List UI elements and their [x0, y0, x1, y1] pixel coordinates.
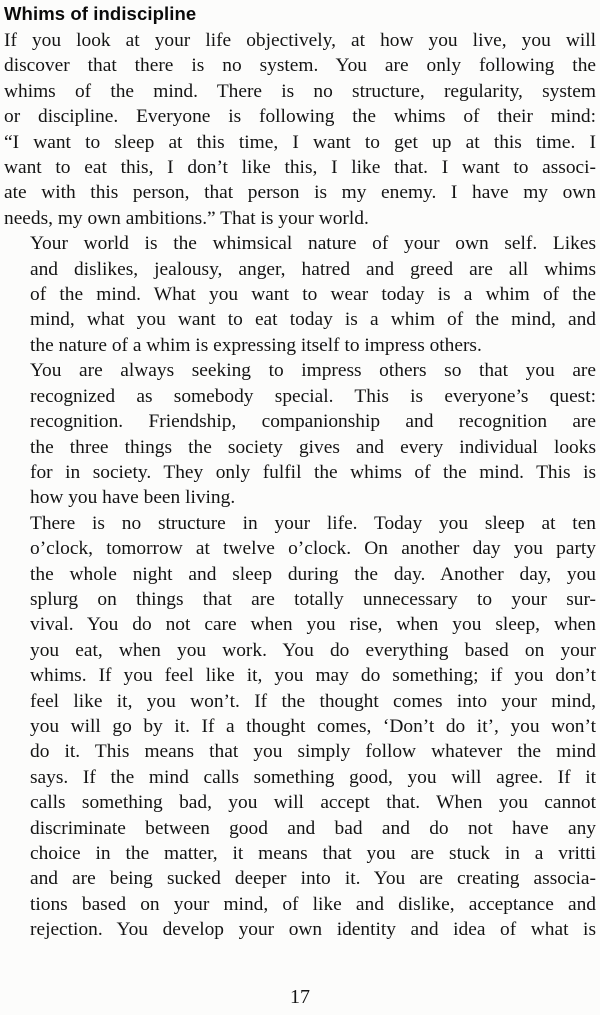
text-line: want to eat this, I don’t like this, I like that. I want to associ-: [4, 157, 596, 179]
text-line: “I want to sleep at this time, I want to get up at this time. I: [4, 131, 596, 153]
text-line: tions based on your mind, of like and dislike, acceptance and: [30, 893, 596, 915]
text-line: mind, what you want to eat today is a whim of the mind, and: [30, 309, 596, 331]
text-line: needs, my own ambitions.” That is your world.: [4, 207, 369, 229]
text-line: o’clock, tomorrow at twelve o’clock. On another day you party: [30, 538, 596, 560]
text-line: discriminate between good and bad and do not have any: [30, 817, 596, 839]
text-line: rejection. You develop your own identity and idea of what is: [30, 919, 596, 941]
text-line: for in society. They only fulfil the whims of the mind. This is: [30, 461, 596, 483]
paragraph: [4, 231, 596, 358]
text-line: and are being sucked deeper into it. You are creating associa-: [30, 868, 596, 890]
text-line: the nature of a whim is expressing itself to impress others.: [30, 334, 482, 356]
text-line: choice in the matter, it means that you are stuck in a vritti: [30, 843, 596, 864]
text-line: ate with this person, that person is my enemy. I have my own: [4, 182, 596, 204]
text-line: whims. If you feel like it, you may do something; if you don’t: [30, 665, 596, 687]
text-line: recognition. Friendship, companionship and recognition are: [30, 411, 596, 433]
text-line: feel like it, you won’t. If the thought comes into your mind,: [30, 690, 596, 712]
text-line: You are always seeking to impress others so that you are: [30, 360, 596, 382]
text-line: you eat, when you work. You do everything based on your: [30, 639, 596, 661]
text-line: you will go by it. If a thought comes, ‘Don’t do it’, you won’t: [30, 715, 596, 737]
text-line: There is no structure in your life. Today you sleep at ten: [30, 512, 596, 534]
text-line: and dislikes, jealousy, anger, hatred and greed are all whims: [30, 258, 596, 280]
text-line: of the mind. What you want to wear today is a whim of the: [30, 284, 596, 306]
text-line: splurg on things that are totally unnecessary to your sur-: [30, 588, 596, 610]
text-line: vival. You do not care when you rise, when you sleep, when: [30, 614, 596, 636]
paragraph: [4, 28, 596, 231]
paragraph: [4, 358, 596, 510]
page-number: 17: [290, 986, 310, 1008]
text-line: the whole night and sleep during the day. Another day, you: [30, 563, 596, 585]
text-line: If you look at your life objectively, at how you live, you will: [4, 30, 596, 51]
text-line: or discipline. Everyone is following the whims of their mind:: [4, 106, 596, 128]
body-text: [4, 28, 596, 943]
text-line: do it. This means that you simply follow whatever the mind: [30, 741, 596, 763]
text-line: how you have been living.: [30, 487, 236, 509]
text-line: recognized as somebody special. This is everyone’s quest:: [30, 385, 596, 407]
text-line: the three things the society gives and every individual looks: [30, 436, 596, 458]
text-line: Your world is the whimsical nature of your own self. Likes: [30, 233, 596, 255]
text-line: calls something bad, you will accept that. When you cannot: [30, 792, 596, 814]
paragraph: [4, 511, 596, 943]
section-heading: Whims of indiscipline: [4, 3, 197, 24]
text-line: says. If the mind calls something good, you will agree. If it: [30, 766, 596, 788]
text-line: whims of the mind. There is no structure, regularity, system: [4, 80, 596, 102]
text-line: discover that there is no system. You are only following the: [4, 55, 596, 77]
